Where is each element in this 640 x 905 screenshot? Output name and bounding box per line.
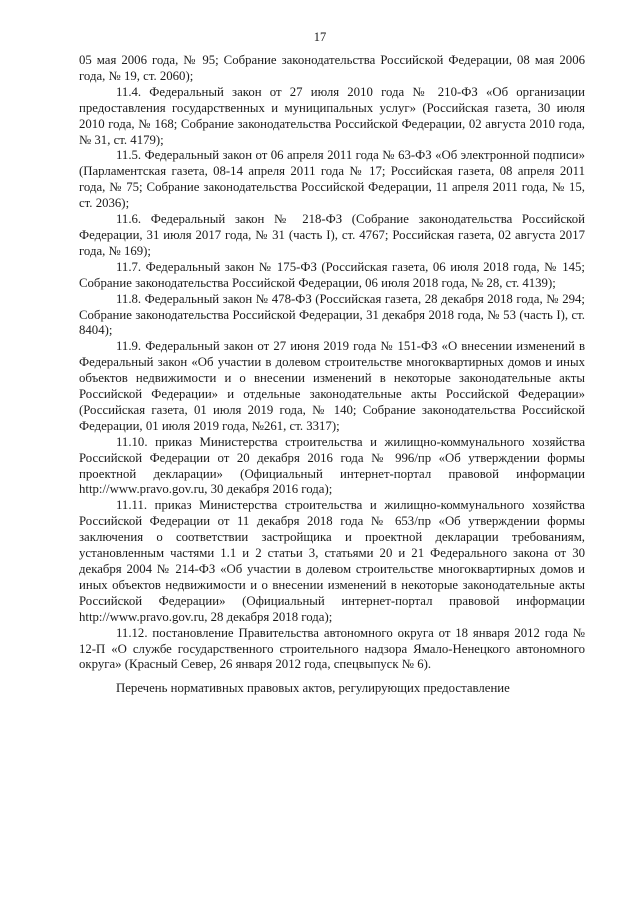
paragraph-item-11-8: 11.8. Федеральный закон № 478-ФЗ (Российская газета, 28 декабря 2018 года, № 294; Собрание законодательства Российской Федерации, 31 декабря 2018 года, № 53 (часть I), ст. 8404); xyxy=(79,291,585,338)
paragraph-item-11-4: 11.4. Федеральный закон от 27 июля 2010 года № 210-ФЗ «Об организации предоставления государственных и муниципальных услуг» (Российская газета, 30 июля 2010 года, № 168; Собрание законодательства Российской Федерации, 02 августа 2010 года, № 31, ст. 4179); xyxy=(79,84,585,147)
page-number: 17 xyxy=(313,30,327,44)
paragraph-continuation: 05 мая 2006 года, № 95; Собрание законодательства Российской Федерации, 08 мая 2006 года, № 19, ст. 2060); xyxy=(79,53,585,83)
paragraph-list-intro: Перечень нормативных правовых актов, регулирующих предоставление xyxy=(116,681,510,696)
paragraph-item-11-6: 11.6. Федеральный закон № 218-ФЗ (Собрание законодательства Российской Федерации, 31 июля 2017 года, № 31 (часть I), ст. 4767; Российская газета, 02 августа 2017 года, № 169); xyxy=(79,212,585,258)
paragraph-item-11-5: 11.5. Федеральный закон от 06 апреля 2011 года № 63-ФЗ «Об электронной подписи» (Парламентская газета, 08-14 апреля 2011 года № 17; Российская газета, 08 апреля 2011 года, № 75; Собрание законодательства Российской Федерации, 11 апреля 2011 года, № 15, ст. 2036); xyxy=(79,148,585,211)
paragraph-item-11-7: 11.7. Федеральный закон № 175-ФЗ (Российская газета, 06 июля 2018 года, № 145; Собрание законодательства Российской Федерации, 06 июля 2018 года, № 28, ст. 4139); xyxy=(79,259,585,290)
paragraph-item-11-11: 11.11. приказ Министерства строительства и жилищно-коммунального хозяйства Российской Федерации от 11 декабря 2018 года № 653/пр «Об утверждении формы заключения о соответствии застройщика и проектной декларации требованиям, установленным частями 1.1 и 2 статьи 3, статьями 20 и 21 Федерального закона от 30 декабря 2004 № 214-ФЗ «Об участии в долевом строительстве многоквартирных домов и иных объектов недвижимости и о внесении изменений в некоторые законодательные акты Российской Федерации» (Официальный интернет-портал правовой информации http://www.pravo.gov.ru, 28 декабря 2018 года); xyxy=(79,498,585,624)
paragraph-item-11-10: 11.10. приказ Министерства строительства и жилищно-коммунального хозяйства Российской Федерации от 20 декабря 2016 года № 996/пр «Об утверждении формы проектной декларации» (Официальный интернет-портал правовой информации http://www.pravo.gov.ru, 30 декабря 2016 года); xyxy=(79,434,585,497)
document-body xyxy=(79,53,585,697)
paragraph-item-11-12: 11.12. постановление Правительства автономного округа от 18 января 2012 года № 12-П «О службе государственного строительного надзора Ямало-Ненецкого автономного округа» (Красный Север, 26 января 2012 года, спецвыпуск № 6). xyxy=(79,625,585,672)
paragraph-item-11-9: 11.9. Федеральный закон от 27 июня 2019 года № 151-ФЗ «О внесении изменений в Федеральный закон «Об участии в долевом строительстве многоквартирных домов и иных объектов недвижимости и о внесении изменений в некоторые законодательные акты Российской Федерации» и отдельные законодательные акты Российской Федерации» (Российская газета, 01 июля 2019 года, № 140; Собрание законодательства Российской Федерации, 01 июля 2019 года, №261, ст. 3317); xyxy=(79,339,585,433)
